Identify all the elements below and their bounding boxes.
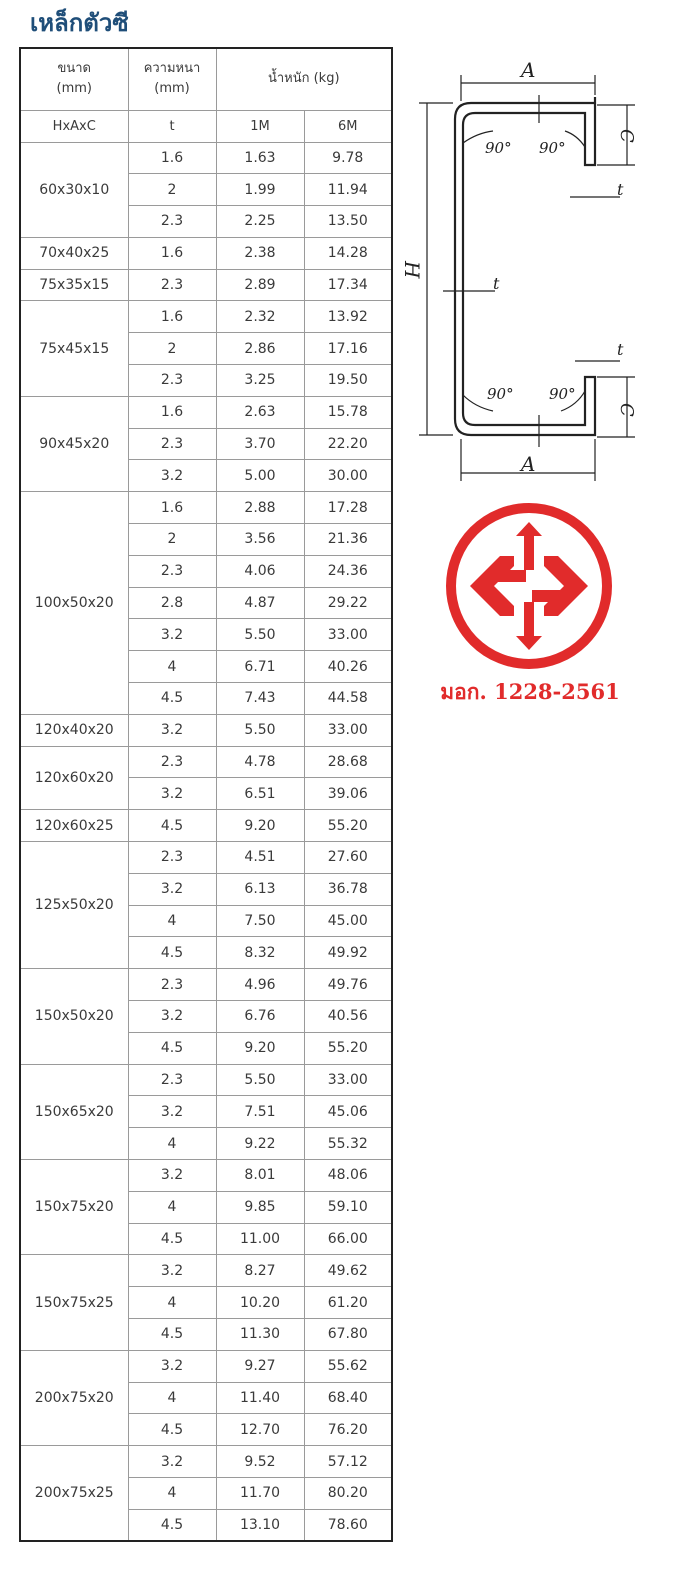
thickness-cell: 3.2	[128, 778, 216, 810]
size-cell: 125x50x20	[20, 842, 128, 969]
thickness-header-label: ความหนา	[143, 61, 201, 77]
thickness-cell: 4.5	[128, 937, 216, 969]
weight-1m-cell: 1.63	[216, 142, 304, 174]
weight-6m-cell: 48.06	[304, 1160, 392, 1192]
thickness-cell: 2.3	[128, 746, 216, 778]
weight-1m-cell: 11.70	[216, 1477, 304, 1509]
weight-6m-cell: 39.06	[304, 778, 392, 810]
weight-6m-cell: 17.34	[304, 269, 392, 301]
thickness-cell: 1.6	[128, 237, 216, 269]
table-row	[20, 237, 392, 269]
thickness-cell: 4.5	[128, 1032, 216, 1064]
weight-1m-cell: 7.51	[216, 1096, 304, 1128]
weight-6m-cell: 66.00	[304, 1223, 392, 1255]
thickness-cell: 3.2	[128, 1160, 216, 1192]
weight-1m-cell: 2.89	[216, 269, 304, 301]
weight-1m-cell: 3.25	[216, 365, 304, 397]
weight-6m-cell: 29.22	[304, 587, 392, 619]
weight-header: น้ำหนัก (kg)	[216, 48, 392, 110]
thickness-t-label-1: t	[617, 180, 624, 199]
weight-6m-subheader: 6M	[304, 110, 392, 142]
size-cell: 70x40x25	[20, 237, 128, 269]
size-cell: 60x30x10	[20, 142, 128, 237]
thickness-header-unit: (mm)	[154, 81, 190, 97]
weight-1m-cell: 9.20	[216, 1032, 304, 1064]
size-cell: 120x60x25	[20, 810, 128, 842]
weight-1m-cell: 4.06	[216, 555, 304, 587]
weight-1m-cell: 10.20	[216, 1287, 304, 1319]
thickness-cell: 3.2	[128, 1446, 216, 1478]
thickness-cell: 4.5	[128, 683, 216, 715]
table-row	[20, 714, 392, 746]
weight-6m-cell: 27.60	[304, 842, 392, 874]
thickness-cell: 2.3	[128, 365, 216, 397]
thickness-cell: 2.3	[128, 555, 216, 587]
table-row	[20, 142, 392, 174]
dimension-c-top-label: C	[616, 129, 637, 143]
weight-1m-cell: 2.25	[216, 206, 304, 238]
page-title: เหล็กตัวซี	[30, 9, 129, 37]
table-row	[20, 1160, 392, 1192]
table-row	[20, 396, 392, 428]
weight-6m-cell: 76.20	[304, 1414, 392, 1446]
weight-1m-cell: 5.50	[216, 619, 304, 651]
tis-certification-mark-icon	[440, 500, 618, 672]
angle-label-top-left: 90°	[485, 139, 512, 157]
thickness-cell: 3.2	[128, 1096, 216, 1128]
weight-6m-cell: 40.56	[304, 1001, 392, 1033]
thickness-cell: 3.2	[128, 1350, 216, 1382]
weight-1m-cell: 4.87	[216, 587, 304, 619]
weight-6m-cell: 33.00	[304, 619, 392, 651]
weight-1m-cell: 11.40	[216, 1382, 304, 1414]
size-cell: 150x75x20	[20, 1160, 128, 1255]
angle-label-top-right: 90°	[539, 139, 566, 157]
weight-1m-cell: 2.32	[216, 301, 304, 333]
dimension-h-label: H	[400, 261, 424, 279]
table-row	[20, 1255, 392, 1287]
thickness-cell: 1.6	[128, 492, 216, 524]
angle-label-bottom-left: 90°	[487, 385, 514, 403]
weight-1m-cell: 6.71	[216, 651, 304, 683]
size-cell: 200x75x20	[20, 1350, 128, 1445]
weight-1m-cell: 3.70	[216, 428, 304, 460]
weight-6m-cell: 78.60	[304, 1509, 392, 1541]
weight-6m-cell: 45.06	[304, 1096, 392, 1128]
weight-1m-cell: 9.27	[216, 1350, 304, 1382]
weight-1m-cell: 2.38	[216, 237, 304, 269]
thickness-header	[128, 48, 216, 110]
weight-6m-cell: 49.62	[304, 1255, 392, 1287]
size-cell: 200x75x25	[20, 1446, 128, 1541]
thickness-cell: 2.3	[128, 1064, 216, 1096]
thickness-cell: 3.2	[128, 1255, 216, 1287]
weight-1m-cell: 5.50	[216, 1064, 304, 1096]
thickness-cell: 1.6	[128, 301, 216, 333]
size-cell: 100x50x20	[20, 492, 128, 715]
thickness-cell: 3.2	[128, 460, 216, 492]
weight-1m-cell: 13.10	[216, 1509, 304, 1541]
weight-6m-cell: 22.20	[304, 428, 392, 460]
tis-standard-number: มอก. 1228-2561	[440, 679, 620, 704]
weight-6m-cell: 59.10	[304, 1191, 392, 1223]
weight-1m-cell: 9.22	[216, 1128, 304, 1160]
thickness-cell: 2.3	[128, 269, 216, 301]
weight-6m-cell: 14.28	[304, 237, 392, 269]
weight-6m-cell: 44.58	[304, 683, 392, 715]
c-channel-cross-section-diagram	[400, 55, 645, 485]
thickness-cell: 2.3	[128, 428, 216, 460]
table-row	[20, 842, 392, 874]
weight-1m-cell: 4.96	[216, 969, 304, 1001]
thickness-cell: 4.5	[128, 1414, 216, 1446]
weight-1m-cell: 2.86	[216, 333, 304, 365]
weight-6m-cell: 49.92	[304, 937, 392, 969]
weight-6m-cell: 45.00	[304, 905, 392, 937]
weight-1m-cell: 7.50	[216, 905, 304, 937]
thickness-cell: 3.2	[128, 873, 216, 905]
weight-6m-cell: 9.78	[304, 142, 392, 174]
weight-1m-cell: 6.13	[216, 873, 304, 905]
thickness-t-label-3: t	[617, 340, 624, 359]
weight-6m-cell: 15.78	[304, 396, 392, 428]
weight-6m-cell: 21.36	[304, 524, 392, 556]
weight-1m-cell: 8.01	[216, 1160, 304, 1192]
thickness-cell: 4	[128, 1382, 216, 1414]
weight-6m-cell: 11.94	[304, 174, 392, 206]
thickness-subheader: t	[128, 110, 216, 142]
weight-6m-cell: 55.20	[304, 810, 392, 842]
c-channel-spec-table	[19, 47, 393, 1542]
size-cell: 150x75x25	[20, 1255, 128, 1350]
thickness-cell: 3.2	[128, 714, 216, 746]
thickness-cell: 4	[128, 1191, 216, 1223]
size-header	[20, 48, 128, 110]
table-row	[20, 969, 392, 1001]
thickness-cell: 4.5	[128, 1223, 216, 1255]
thickness-t-label-2: t	[493, 274, 500, 293]
thickness-cell: 4	[128, 1477, 216, 1509]
weight-1m-cell: 3.56	[216, 524, 304, 556]
thickness-cell: 4	[128, 905, 216, 937]
weight-1m-cell: 9.20	[216, 810, 304, 842]
table-row	[20, 1350, 392, 1382]
thickness-cell: 2	[128, 174, 216, 206]
weight-1m-cell: 4.78	[216, 746, 304, 778]
table-row	[20, 810, 392, 842]
weight-6m-cell: 57.12	[304, 1446, 392, 1478]
thickness-cell: 4.5	[128, 1509, 216, 1541]
table-row	[20, 492, 392, 524]
dimension-c-bottom-label: C	[616, 403, 637, 417]
weight-1m-cell: 1.99	[216, 174, 304, 206]
weight-6m-cell: 28.68	[304, 746, 392, 778]
weight-1m-cell: 8.32	[216, 937, 304, 969]
weight-1m-cell: 2.88	[216, 492, 304, 524]
table-row	[20, 269, 392, 301]
size-cell: 150x65x20	[20, 1064, 128, 1159]
size-cell: 150x50x20	[20, 969, 128, 1064]
weight-1m-cell: 12.70	[216, 1414, 304, 1446]
angle-label-bottom-right: 90°	[549, 385, 576, 403]
thickness-cell: 1.6	[128, 142, 216, 174]
weight-6m-cell: 19.50	[304, 365, 392, 397]
weight-6m-cell: 30.00	[304, 460, 392, 492]
weight-1m-cell: 6.51	[216, 778, 304, 810]
weight-6m-cell: 33.00	[304, 714, 392, 746]
weight-6m-cell: 40.26	[304, 651, 392, 683]
weight-6m-cell: 13.50	[304, 206, 392, 238]
size-cell: 75x35x15	[20, 269, 128, 301]
thickness-cell: 3.2	[128, 1001, 216, 1033]
dimension-a-bottom-label: A	[521, 452, 536, 476]
weight-6m-cell: 67.80	[304, 1318, 392, 1350]
size-cell: 120x40x20	[20, 714, 128, 746]
weight-1m-cell: 6.76	[216, 1001, 304, 1033]
thickness-cell: 2	[128, 333, 216, 365]
weight-6m-cell: 55.20	[304, 1032, 392, 1064]
size-header-unit: (mm)	[56, 81, 92, 97]
weight-1m-cell: 5.00	[216, 460, 304, 492]
thickness-cell: 4.5	[128, 1318, 216, 1350]
weight-1m-cell: 11.00	[216, 1223, 304, 1255]
thickness-cell: 3.2	[128, 619, 216, 651]
table-row	[20, 301, 392, 333]
weight-6m-cell: 68.40	[304, 1382, 392, 1414]
thickness-cell: 2	[128, 524, 216, 556]
table-subheader-row	[20, 110, 392, 142]
weight-1m-cell: 4.51	[216, 842, 304, 874]
thickness-cell: 2.8	[128, 587, 216, 619]
weight-6m-cell: 55.32	[304, 1128, 392, 1160]
weight-6m-cell: 17.28	[304, 492, 392, 524]
thickness-cell: 4	[128, 1128, 216, 1160]
weight-6m-cell: 80.20	[304, 1477, 392, 1509]
thickness-cell: 1.6	[128, 396, 216, 428]
weight-6m-cell: 33.00	[304, 1064, 392, 1096]
size-cell: 120x60x20	[20, 746, 128, 810]
table-row	[20, 746, 392, 778]
weight-6m-cell: 49.76	[304, 969, 392, 1001]
weight-1m-subheader: 1M	[216, 110, 304, 142]
size-cell: 90x45x20	[20, 396, 128, 491]
size-header-label: ขนาด	[57, 61, 91, 77]
thickness-cell: 4.5	[128, 810, 216, 842]
weight-1m-cell: 9.52	[216, 1446, 304, 1478]
thickness-cell: 2.3	[128, 969, 216, 1001]
weight-1m-cell: 5.50	[216, 714, 304, 746]
size-subheader: HxAxC	[20, 110, 128, 142]
weight-1m-cell: 11.30	[216, 1318, 304, 1350]
weight-1m-cell: 7.43	[216, 683, 304, 715]
dimension-a-top-label: A	[521, 58, 536, 82]
weight-6m-cell: 17.16	[304, 333, 392, 365]
table-row	[20, 1446, 392, 1478]
table-body	[20, 142, 392, 1541]
weight-6m-cell: 55.62	[304, 1350, 392, 1382]
weight-1m-cell: 8.27	[216, 1255, 304, 1287]
weight-6m-cell: 13.92	[304, 301, 392, 333]
weight-1m-cell: 2.63	[216, 396, 304, 428]
size-cell: 75x45x15	[20, 301, 128, 396]
weight-6m-cell: 61.20	[304, 1287, 392, 1319]
table-row	[20, 1064, 392, 1096]
thickness-cell: 2.3	[128, 206, 216, 238]
table-header-row	[20, 48, 392, 110]
thickness-cell: 4	[128, 651, 216, 683]
thickness-cell: 4	[128, 1287, 216, 1319]
weight-6m-cell: 24.36	[304, 555, 392, 587]
weight-6m-cell: 36.78	[304, 873, 392, 905]
weight-1m-cell: 9.85	[216, 1191, 304, 1223]
thickness-cell: 2.3	[128, 842, 216, 874]
